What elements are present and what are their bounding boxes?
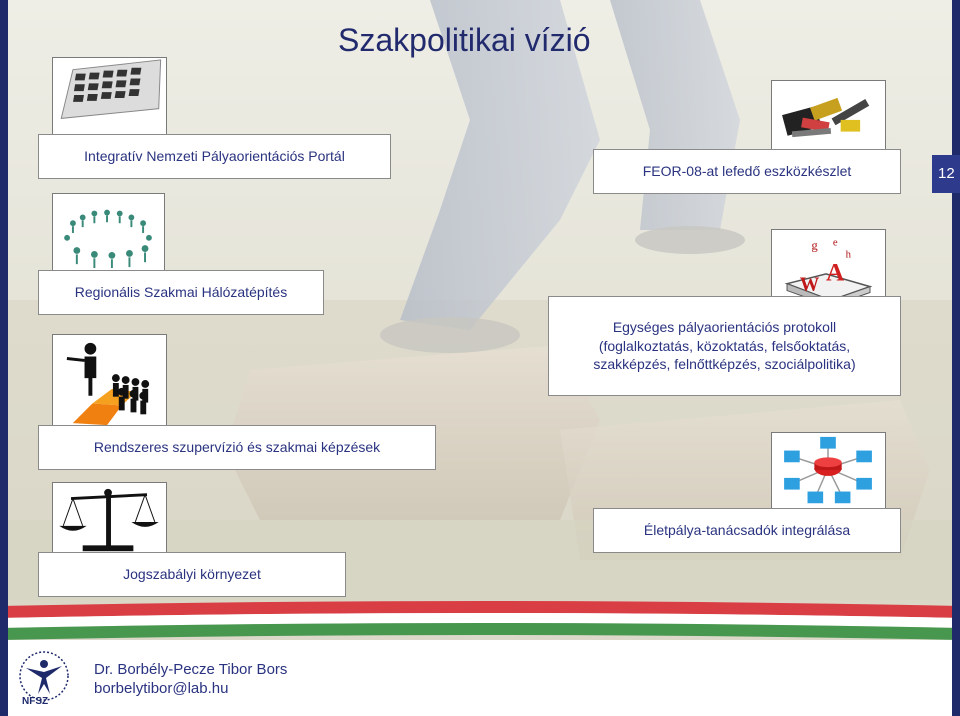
item-network bbox=[38, 270, 324, 315]
page-number: 12 bbox=[932, 155, 960, 193]
item-protocol-detail-1: (foglalkoztatás, közoktatás, felsőoktatás, bbox=[598, 337, 851, 354]
network-cubes-icon bbox=[771, 432, 886, 514]
left-border bbox=[0, 0, 8, 716]
item-integration bbox=[593, 508, 901, 553]
right-border bbox=[952, 0, 960, 716]
item-protocol-label: Egységes pályaorientációs protokoll bbox=[612, 318, 837, 335]
item-supervision-label: Rendszeres szupervízió és szakmai képzések bbox=[93, 439, 381, 456]
item-protocol bbox=[548, 296, 901, 396]
item-integration-label: Életpálya-tanácsadók integrálása bbox=[643, 522, 851, 539]
item-portal-label: Integratív Nemzeti Pályaorientációs Portál bbox=[84, 148, 345, 165]
item-legal bbox=[38, 552, 346, 597]
svg-text:h: h bbox=[845, 248, 851, 261]
svg-text:e: e bbox=[832, 236, 838, 249]
people-circle-icon bbox=[52, 193, 165, 271]
item-tools-label: FEOR-08-at lefedő eszközkészlet bbox=[642, 163, 852, 180]
svg-text:g: g bbox=[811, 238, 818, 253]
keyboard-icon bbox=[52, 57, 167, 135]
item-supervision bbox=[38, 425, 436, 470]
footer-email: borbelytibor@lab.hu bbox=[94, 680, 229, 697]
item-portal bbox=[38, 134, 391, 179]
footer-author: Dr. Borbély-Pecze Tibor Bors bbox=[94, 661, 288, 678]
item-legal-label: Jogszabályi környezet bbox=[123, 566, 261, 583]
item-tools bbox=[593, 149, 901, 194]
scales-icon bbox=[52, 482, 167, 560]
slide-title: Szakpolitikai vízió bbox=[338, 22, 591, 58]
svg-text:A: A bbox=[826, 258, 845, 287]
tools-icon bbox=[771, 80, 886, 154]
item-network-label: Regionális Szakmai Hálózatépítés bbox=[74, 284, 288, 301]
leader-figures-icon bbox=[52, 334, 167, 430]
svg-text:W: W bbox=[799, 274, 820, 296]
nfsz-logo-text: NFSZ bbox=[22, 696, 49, 707]
item-protocol-detail-2: szakképzés, felnőttképzés, szociálpolitika) bbox=[593, 356, 856, 373]
